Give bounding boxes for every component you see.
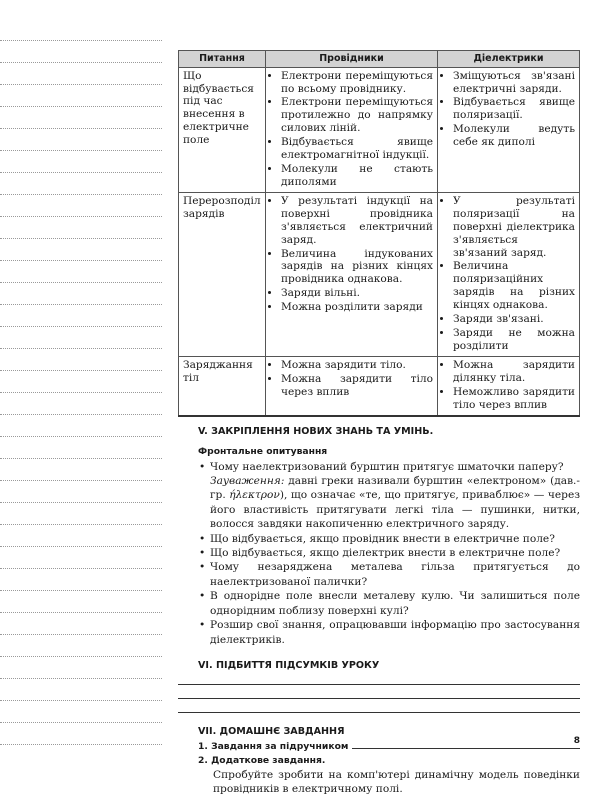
list-item: • Розшир свої знання, опрацювавши інформацію про застосування діелектриків. <box>210 618 580 647</box>
dielectrics-cell <box>438 356 580 415</box>
list-item: • У результаті поляризації на поверхні діелектрика з'являється зв'язаний заряд. <box>453 195 575 260</box>
section-5 <box>178 426 580 671</box>
list-item: • Величина поляризаційних зарядів на різних кінцях однакова. <box>453 260 575 312</box>
conductors-cell <box>266 356 438 415</box>
list-item <box>210 460 580 532</box>
dielectrics-cell <box>438 67 580 192</box>
summary-lines <box>178 684 580 713</box>
greek-word: ήλεκτρον <box>229 489 280 502</box>
homework-item-2: 2. Додаткове завдання. <box>198 754 326 766</box>
section-title: VII. ДОМАШНЄ ЗАВДАННЯ <box>198 725 345 737</box>
write-line[interactable] <box>352 747 580 749</box>
row-question: Перерозподіл зарядів <box>179 192 266 356</box>
note-label: Зауваження: <box>210 475 285 488</box>
list-item: • Що відбувається, якщо провідник внести в електричне поле? <box>210 532 580 546</box>
page-number: 8 <box>573 736 580 746</box>
list-item: • Відбувається явище поляризації. <box>453 96 575 122</box>
note-text: ), що означає «те, що притягує, приваблює» — через його властивість притягувати легкі тіла — пушинки, нитки, волосся завдяки накопиченню електричного заряду. <box>210 489 580 531</box>
table-row <box>179 356 580 415</box>
table-row <box>179 192 580 356</box>
list-item: • Неможливо зарядити тіло через вплив <box>453 386 575 412</box>
section-title: V. ЗАКРІПЛЕННЯ НОВИХ ЗНАНЬ ТА УМІНЬ. <box>198 425 434 437</box>
list-item: • Чому незаряджена металева гільза притягується до наелектризованої палички? <box>210 560 580 589</box>
row-question: Заряджання тіл <box>179 356 266 415</box>
write-line[interactable] <box>178 712 580 713</box>
table-header-row <box>179 51 580 68</box>
note-text: давні греки називали бурштин «електроном» (дав.-гр. <box>210 475 580 502</box>
list-item: • Молекули ведуть себе як диполі <box>453 123 575 149</box>
list-item: • Можна зарядити тіло. <box>281 359 433 372</box>
homework-text: Спробуйте зробити на комп'ютері динамічну модель поведінки провідників в електричному полі. <box>213 768 580 796</box>
list-item: • Можна зарядити тіло через вплив <box>281 373 433 399</box>
section-7 <box>178 726 580 797</box>
write-line[interactable] <box>178 684 580 685</box>
conductors-cell <box>266 67 438 192</box>
comparison-table <box>178 50 580 417</box>
section-subtitle: Фронтальне опитування <box>198 445 328 457</box>
list-item: • Зміщуються зв'язані електричні заряди. <box>453 70 575 96</box>
table-row <box>179 67 580 192</box>
list-item: • Заряди не можна розділити <box>453 327 575 353</box>
homework-label: 1. Завдання за підручником <box>198 740 349 752</box>
list-item: • Заряди зв'язані. <box>453 313 575 326</box>
row-question: Що відбувається під час внесення в електричне поле <box>179 67 266 192</box>
list-item: • Можна розділити заряди <box>281 301 433 314</box>
list-item: • Електрони переміщуються протилежно до напрямку силових ліній. <box>281 96 433 135</box>
list-item: • Величина індукованих зарядів на різних кінцях провідника однакова. <box>281 248 433 287</box>
section-title: VI. ПІДБИТТЯ ПІДСУМКІВ УРОКУ <box>198 659 380 671</box>
page-content <box>178 50 580 797</box>
list-item: • Відбувається явище електромагнітної індукції. <box>281 136 433 162</box>
questions-list <box>198 460 580 647</box>
conductors-cell <box>266 192 438 356</box>
dielectrics-cell <box>438 192 580 356</box>
question-text: Чому наелектризований бурштин притягує шматочки паперу? <box>210 460 564 473</box>
homework-item-1 <box>198 741 580 752</box>
list-item: • Що відбувається, якщо діелектрик внести в електричне поле? <box>210 546 580 560</box>
list-item: • Заряди вільні. <box>281 287 433 300</box>
list-item: • Молекули не стають диполями <box>281 163 433 189</box>
header-question: Питання <box>179 51 266 68</box>
list-item: • В однорідне поле внесли металеву кулю. Чи залишиться поле однорідним поблизу поверхні кулі? <box>210 589 580 618</box>
margin-note-lines <box>0 40 162 766</box>
write-line[interactable] <box>178 698 580 699</box>
list-item: • У результаті індукції на поверхні провідника з'являється електричний заряд. <box>281 195 433 247</box>
list-item: • Можна зарядити ділянку тіла. <box>453 359 575 385</box>
header-dielectrics: Діелектрики <box>438 51 580 68</box>
list-item: • Електрони переміщуються по всьому провіднику. <box>281 70 433 96</box>
header-conductors: Провідники <box>266 51 438 68</box>
